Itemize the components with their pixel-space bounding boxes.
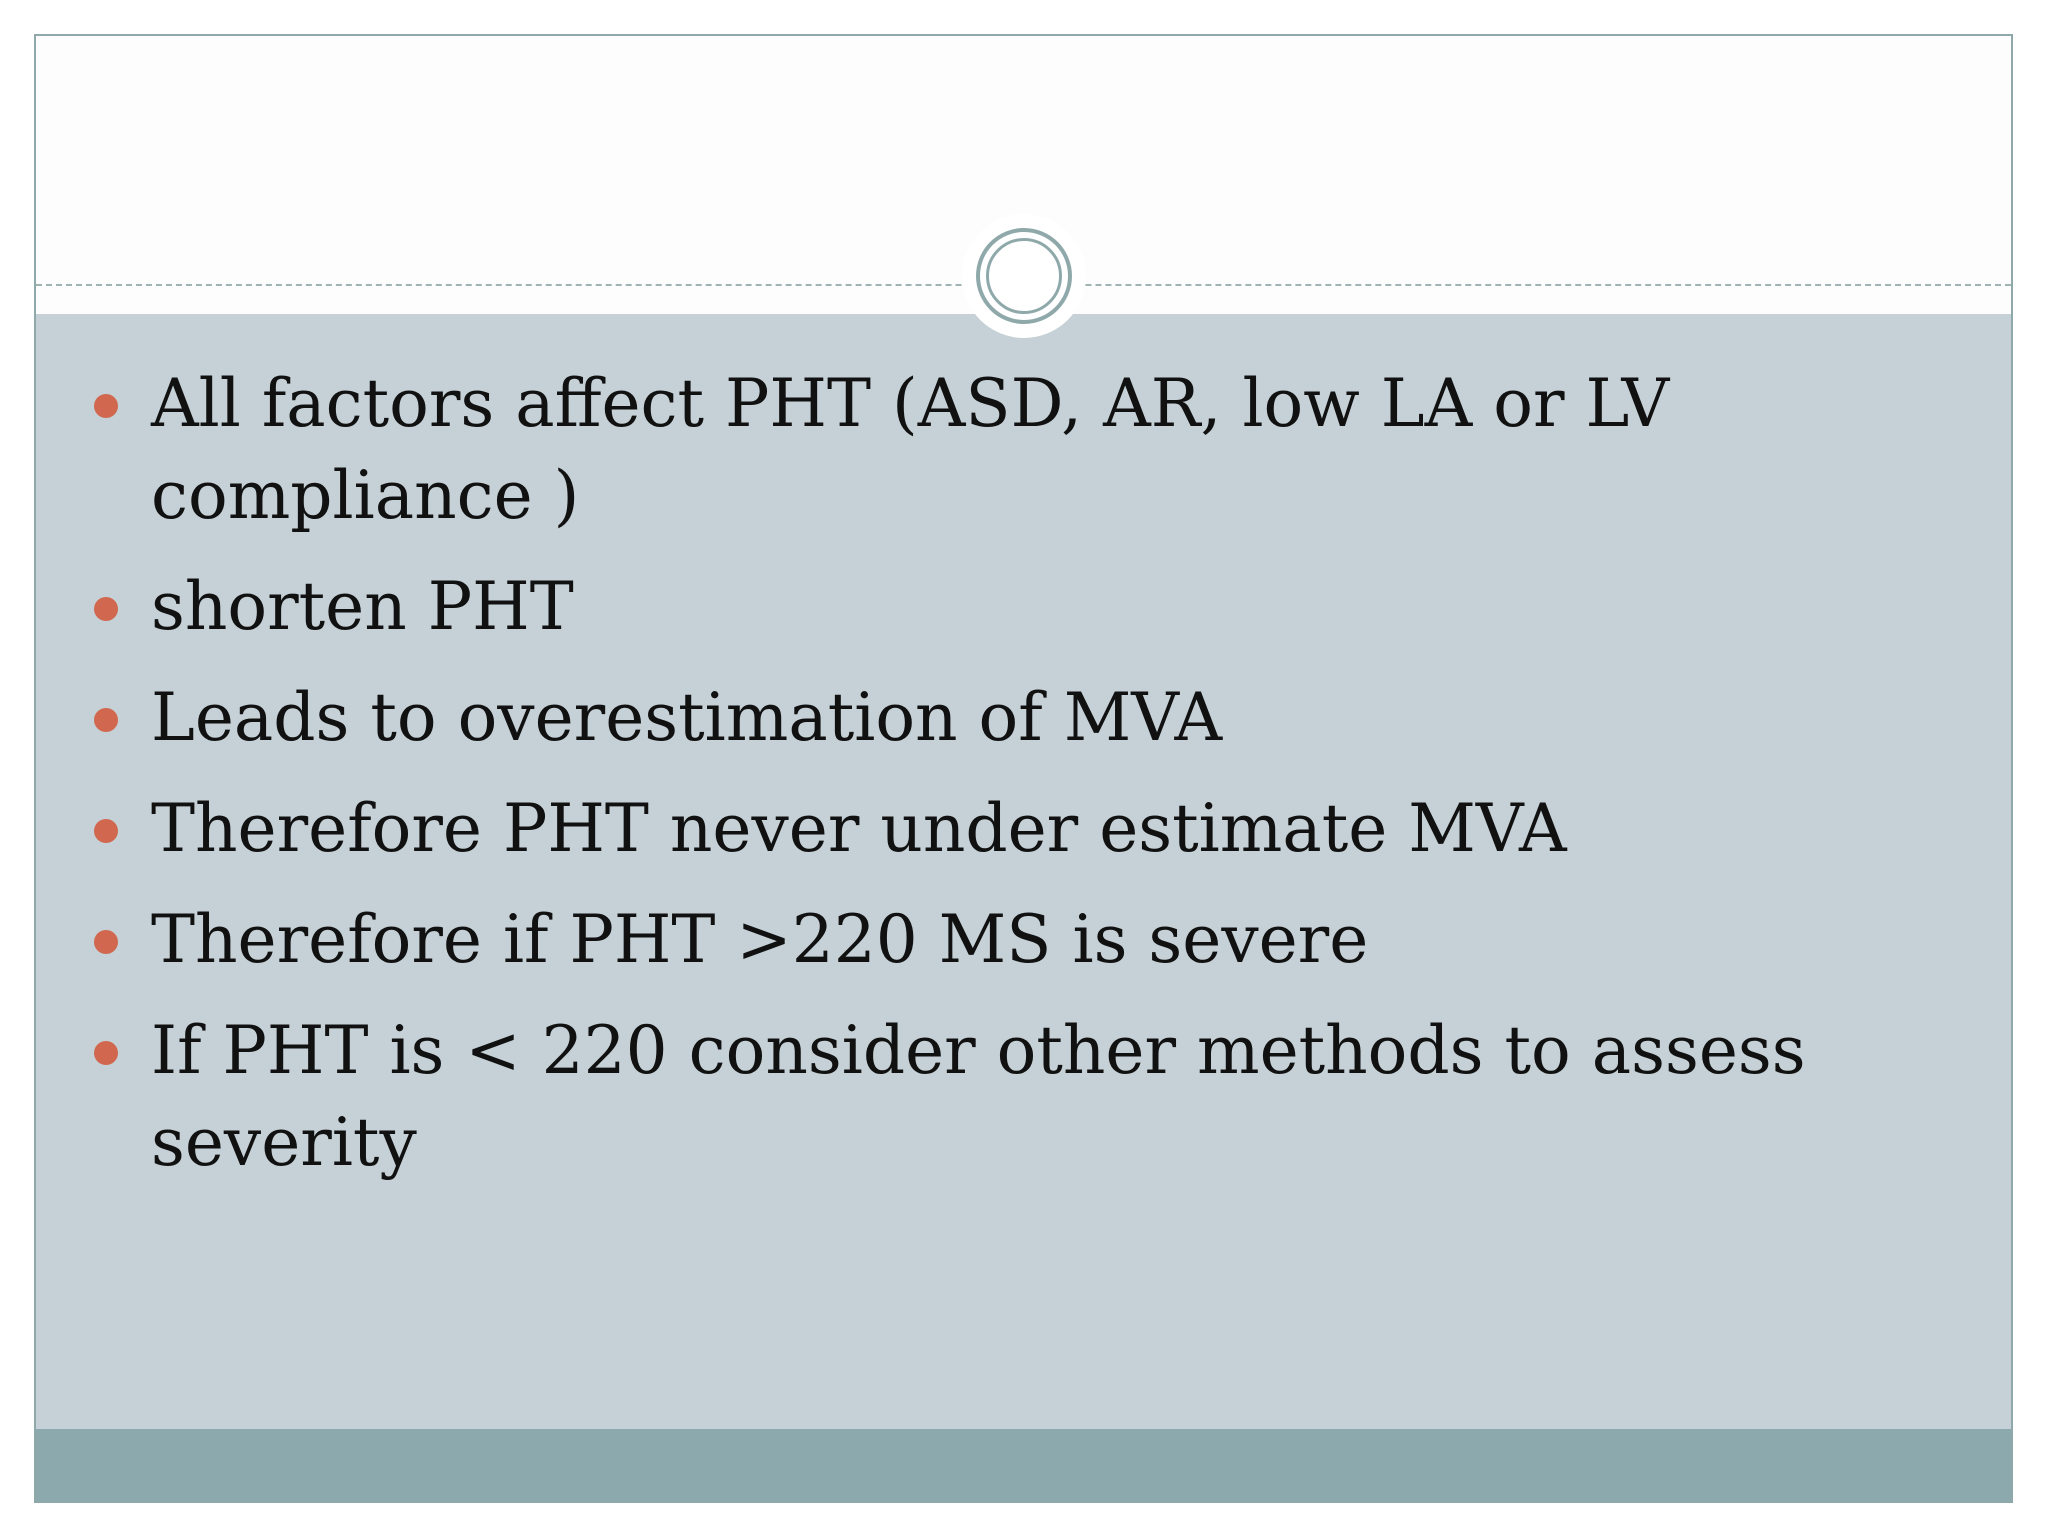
bullet-item [36, 894, 2011, 986]
bullet-dot-icon [94, 597, 118, 621]
bullet-text: Therefore if PHT >220 MS is severe [151, 901, 1369, 978]
bullet-dot-icon [94, 930, 118, 954]
bullet-text: Leads to overestimation of MVA [151, 679, 1223, 756]
bullet-dot-icon [94, 1041, 118, 1065]
bullet-dot-icon [94, 819, 118, 843]
bullet-text: All factors affect PHT (ASD, AR, low LA or LV compliance ) [151, 365, 1670, 534]
bullet-item [36, 783, 2011, 875]
bullet-text: Therefore PHT never under estimate MVA [151, 790, 1567, 867]
bullet-dot-icon [94, 394, 118, 418]
bullet-dot-icon [94, 708, 118, 732]
bullet-item [36, 561, 2011, 653]
bullet-item [36, 358, 2011, 542]
slide [34, 34, 2013, 1503]
bullet-text: shorten PHT [151, 568, 574, 645]
bullet-item [36, 1005, 2011, 1189]
bullet-list [36, 358, 2011, 1208]
circle-ornament-inner-ring [986, 238, 1062, 314]
circle-ornament-icon [976, 228, 1072, 324]
bullet-text: If PHT is < 220 consider other methods to assess severity [151, 1012, 1806, 1181]
bullet-item [36, 672, 2011, 764]
slide-footer-band [36, 1429, 2011, 1501]
